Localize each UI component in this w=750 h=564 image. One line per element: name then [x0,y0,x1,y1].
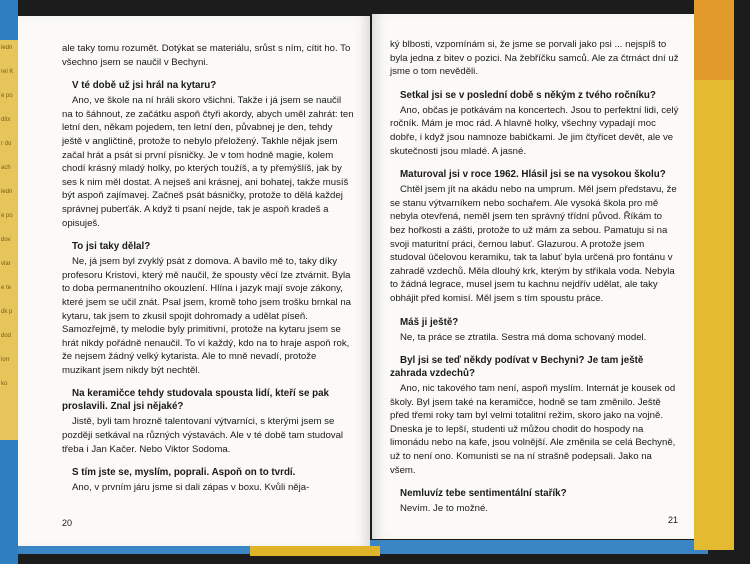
question-heading: Setkal jsi se v poslední době s někým z tvého ročníku? [400,89,656,101]
right-page-text [390,38,680,516]
edge-text-fragment: vlar [1,261,11,267]
answer-paragraph: ale taky tomu rozumět. Dotýkat se materiálu, srůst s ním, cítit ho. To všechno jsem se naučil v Bechyni. [62,43,351,68]
answer-paragraph: Ano, nic takového tam není, aspoň myslím. Internát je kousek od školy. Byl jsem také na keramičce, hodně se tam změnilo. Ještě před třemi roky tam byl velmi totalitní režim, skoro jako na vojně. Dneska je to lepší, studenti už můžou chodit do hospody na limonádu nebo na kafe, jsou volnější. Ale změnila se celá Bechyně, už to není ono. Komunisti se na ní strašně podepsali. Jako na všem. [390,383,676,476]
cover-edge-right-yellow [694,80,734,550]
question-heading: To jsi taky dělal? [72,241,151,253]
question-heading: Byl jsi se teď někdy podívat v Bechyni? Je tam ještě zahrada vzdechů? [390,355,644,380]
cover-edge-right-orange [694,0,734,80]
answer-paragraph: Ano, ve škole na ní hráli skoro všichni. Takže i já jsem se naučil na to šáhnout, ze začátku aspoň čtyři akordy, abych uměl zahrát: ten letní den, někam pojedem, ten letní den, půvabnej je den, tehdy ještě v angličtině, protože to nebylo přeložený. Takhle nějak jsem začal hrát a psát si první písničky. Je v tom hodně magie, kolem chodí krásný mladý holky, po kterých toužíš, a ty přemýšlíš, jak by ses k nim měl dostat. A nejseš ani krásnej, ani bohatej, takže musíš být aspoň zajímavej. Začneš psát básničky, protože to dělá každej správnej puberťák. A když ti psaní nejde, tak je aspoň kradeš a opisuješ. [62,95,354,229]
answer-paragraph: Ne, ta práce se ztratila. Sestra má doma schovaný model. [400,331,647,343]
edge-text-fragment: e po [1,213,13,219]
edge-text-fragment: lorr [1,357,10,363]
left-page [18,16,370,546]
left-page-text [62,42,354,495]
answer-paragraph: Chtěl jsem jít na akádu nebo na umprum. Měl jsem představu, že se stanu výtvarníkem nebo sochařem. Ale vysoká škola pro mě nebyla otevřená, neměl jsem ten správný třídní původ. Říkám to bez hořkosti a zášti, protože to už mám za sebou. Pamatuju si na svoji maturitní práci, černou labuť. Glazurou. A protože jsem studoval účelovou keramiku, tak ta labuť byla určená pro fontánu v zahradě vzdechů. Měla dlouhý krk, kterým by stříkala voda. Nebyla to žádná legrace, musel jsem tu kachnu nejdřív udělat, ale taky obhájit před komisí. Měl jsem s tím spoustu práce. [390,184,677,304]
cover-edge-bottom-yellow [250,546,380,556]
answer-paragraph: Nevím. Je to možné. [400,503,488,515]
question-heading: Na keramičce tehdy studovala spousta lidí, kteří se pak proslavili. Znal jsi nějaké? [62,388,330,413]
answer-paragraph: Ano, v prvním járu jsme si dali zápas v boxu. Kvůli něja- [72,482,310,494]
edge-text-fragment: ko [1,381,8,387]
cover-edge-left-bottom-blue [0,440,18,564]
edge-text-fragment: dov [1,237,11,243]
edge-text-fragment: ledn [1,189,13,195]
left-page-number: 20 [62,518,73,528]
question-heading: Nemluvíz tebe sentimentální stařík? [400,488,567,500]
question-heading: S tím jste se, myslím, poprali. Aspoň on to tvrdí. [72,467,296,479]
edge-text-fragment: ledn [1,45,13,51]
edge-text-fragment: r do [1,141,12,147]
question-heading: V té době už jsi hrál na kytaru? [72,80,217,92]
edge-text-fragment: e po [1,93,13,99]
edge-text-fragment: dod [1,333,12,339]
question-heading: Maturoval jsi v roce 1962. Hlásil jsi se na vysokou školu? [400,169,666,181]
edge-text-fragment: e te [1,285,12,291]
answer-paragraph: Ne, já jsem byl zvyklý psát z domova. A bavilo mě to, taky díky profesoru Kristovi, který mě naučil, že spousty věcí lze ztvárnit. Byla to doba permanentního okouzlení. Hlína i jazyk mají svoje zákony, které jsem se učil znát. Psal jsem, kromě toho jsem trošku brnkal na kytaru, tak jsem to zkusil spojit dohromady a udělat píseň. Samozřejmě, ty melodie byly primitivní, protože na kytaru jsem se hrát nikdy pořádně nenaučil. To ví každý, kdo na to hraje aspoň rok, že nejsem žádný velký kytarista. Ale to mně nevadí, protože muzikant jsem nikdy být nechtěl. [62,256,351,376]
right-page [372,14,694,539]
edge-text-fragment: ditx [1,117,11,123]
answer-paragraph: ký blbosti, vzpomínám si, že jsme se porvali jako psi ... nejspíš to byla jedna z bitev o pozici. Na žebříčku samců. Ale za čtrnáct dní už jsme o tom nevěděli. [390,39,679,78]
edge-text-fragment: rel K [1,69,14,75]
right-page-number: 21 [667,515,678,525]
edge-text-fragment: dk p [1,309,13,315]
edge-text-fragment: ach [1,165,11,171]
question-heading: Máš ji ještě? [400,316,459,328]
answer-paragraph: Jistě, byli tam hrozně talentovaní výtvarníci, s kterými jsem se později setkával na různých výstavách. Ale v té době tam studoval třeba i Jan Kačer. Nebo Viktor Sodoma. [62,416,344,455]
answer-paragraph: Ano, občas je potkávám na koncertech. Jsou to perfektní lidi, celý ročník. Mám je moc rád. A hlavně holky, všechny vypadají moc dobře, i když jsou namnoze babičkami. Je jim čtyřicet devět, ale ve skutečnosti jsou mladé. A jasné. [390,104,679,157]
